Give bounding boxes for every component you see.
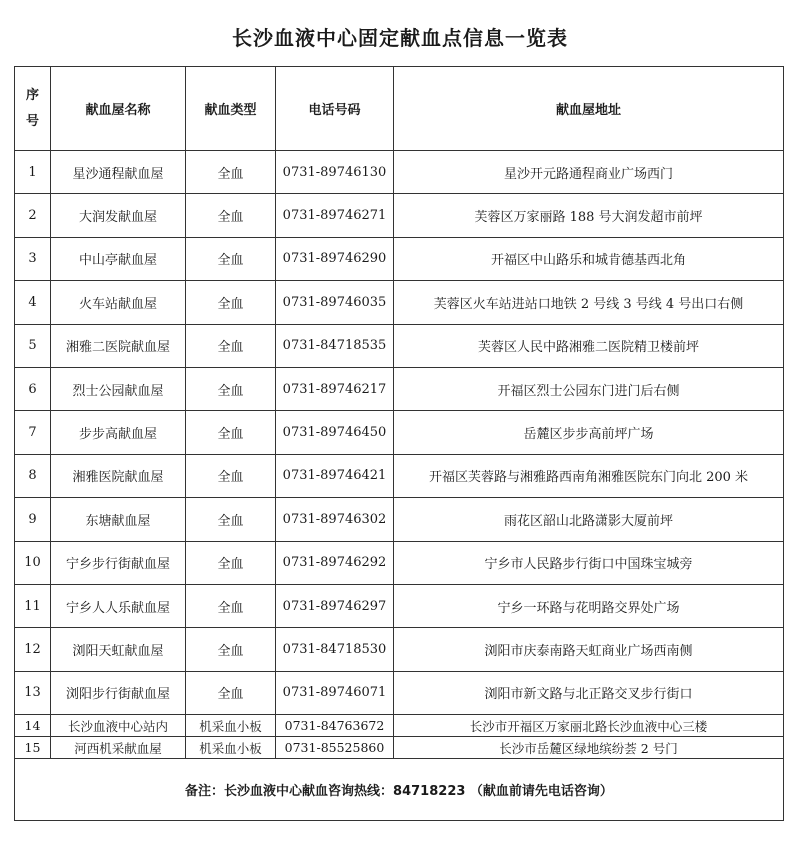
donation-type: 机采血小板 xyxy=(186,715,276,737)
header-seq xyxy=(15,67,51,151)
site-address: 芙蓉区人民中路湘雅二医院精卫楼前坪 xyxy=(394,324,784,367)
site-address: 开福区中山路乐和城肯德基西北角 xyxy=(394,237,784,280)
site-address: 长沙市岳麓区绿地缤纷荟 2 号门 xyxy=(394,737,784,759)
phone-number: 0731-89746035 xyxy=(276,281,394,324)
site-name: 湘雅医院献血屋 xyxy=(51,454,186,497)
site-address: 浏阳市新文路与北正路交叉步行街口 xyxy=(394,671,784,714)
table-row xyxy=(15,194,784,237)
site-address: 芙蓉区万家丽路 188 号大润发超市前坪 xyxy=(394,194,784,237)
table-row xyxy=(15,151,784,194)
site-address: 星沙开元路通程商业广场西门 xyxy=(394,151,784,194)
table-note-row xyxy=(15,759,784,821)
row-number: 10 xyxy=(15,541,51,584)
donation-type: 全血 xyxy=(186,194,276,237)
phone-number: 0731-89746071 xyxy=(276,671,394,714)
donation-type: 全血 xyxy=(186,411,276,454)
table-row xyxy=(15,737,784,759)
header-seq-top: 序 xyxy=(25,87,39,103)
row-number: 5 xyxy=(15,324,51,367)
donation-type: 全血 xyxy=(186,151,276,194)
donation-type: 全血 xyxy=(186,628,276,671)
phone-number: 0731-89746290 xyxy=(276,237,394,280)
site-name: 宁乡人人乐献血屋 xyxy=(51,584,186,627)
row-number: 14 xyxy=(15,715,51,737)
phone-number: 0731-89746130 xyxy=(276,151,394,194)
site-name: 中山亭献血屋 xyxy=(51,237,186,280)
table-row xyxy=(15,541,784,584)
site-name: 火车站献血屋 xyxy=(51,281,186,324)
table-row xyxy=(15,281,784,324)
donation-type: 全血 xyxy=(186,671,276,714)
table-row xyxy=(15,367,784,410)
phone-number: 0731-89746421 xyxy=(276,454,394,497)
row-number: 6 xyxy=(15,367,51,410)
row-number: 1 xyxy=(15,151,51,194)
header-name: 献血屋名称 xyxy=(51,67,186,151)
phone-number: 0731-84763672 xyxy=(276,715,394,737)
blood-donation-sites-table xyxy=(14,66,784,821)
table-header-row xyxy=(15,67,784,151)
site-name: 星沙通程献血屋 xyxy=(51,151,186,194)
table-row xyxy=(15,671,784,714)
site-name: 东塘献血屋 xyxy=(51,498,186,541)
site-name: 烈士公园献血屋 xyxy=(51,367,186,410)
site-name: 大润发献血屋 xyxy=(51,194,186,237)
phone-number: 0731-89746217 xyxy=(276,367,394,410)
header-address: 献血屋地址 xyxy=(394,67,784,151)
donation-type: 全血 xyxy=(186,498,276,541)
phone-number: 0731-89746450 xyxy=(276,411,394,454)
row-number: 13 xyxy=(15,671,51,714)
site-name: 浏阳天虹献血屋 xyxy=(51,628,186,671)
table-row xyxy=(15,715,784,737)
document-title: 长沙血液中心固定献血点信息一览表 xyxy=(232,26,568,50)
phone-number: 0731-85525860 xyxy=(276,737,394,759)
site-name: 步步高献血屋 xyxy=(51,411,186,454)
site-name: 湘雅二医院献血屋 xyxy=(51,324,186,367)
donation-type: 全血 xyxy=(186,454,276,497)
row-number: 11 xyxy=(15,584,51,627)
donation-type: 全血 xyxy=(186,281,276,324)
header-phone: 电话号码 xyxy=(276,67,394,151)
site-name: 宁乡步行街献血屋 xyxy=(51,541,186,584)
table-row xyxy=(15,584,784,627)
table-row xyxy=(15,237,784,280)
header-seq-bottom: 号 xyxy=(25,113,39,129)
row-number: 2 xyxy=(15,194,51,237)
header-type: 献血类型 xyxy=(186,67,276,151)
table-row xyxy=(15,411,784,454)
site-name: 河西机采献血屋 xyxy=(51,737,186,759)
site-address: 芙蓉区火车站进站口地铁 2 号线 3 号线 4 号出口右侧 xyxy=(394,281,784,324)
site-address: 宁乡一环路与花明路交界处广场 xyxy=(394,584,784,627)
site-address: 岳麓区步步高前坪广场 xyxy=(394,411,784,454)
row-number: 4 xyxy=(15,281,51,324)
site-address: 开福区烈士公园东门进门后右侧 xyxy=(394,367,784,410)
donation-type: 全血 xyxy=(186,367,276,410)
donation-type: 全血 xyxy=(186,541,276,584)
row-number: 15 xyxy=(15,737,51,759)
donation-type: 全血 xyxy=(186,584,276,627)
phone-number: 0731-84718535 xyxy=(276,324,394,367)
table-row xyxy=(15,628,784,671)
site-name: 浏阳步行街献血屋 xyxy=(51,671,186,714)
hotline-note: 备注：长沙血液中心献血咨询热线：84718223 （献血前请先电话咨询） xyxy=(15,759,784,821)
row-number: 3 xyxy=(15,237,51,280)
table-row xyxy=(15,324,784,367)
donation-type: 全血 xyxy=(186,324,276,367)
phone-number: 0731-89746271 xyxy=(276,194,394,237)
table-row xyxy=(15,454,784,497)
phone-number: 0731-84718530 xyxy=(276,628,394,671)
donation-type: 全血 xyxy=(186,237,276,280)
site-address: 浏阳市庆泰南路天虹商业广场西南侧 xyxy=(394,628,784,671)
row-number: 8 xyxy=(15,454,51,497)
site-name: 长沙血液中心站内 xyxy=(51,715,186,737)
phone-number: 0731-89746297 xyxy=(276,584,394,627)
table-row xyxy=(15,498,784,541)
row-number: 7 xyxy=(15,411,51,454)
site-address: 宁乡市人民路步行街口中国珠宝城旁 xyxy=(394,541,784,584)
row-number: 9 xyxy=(15,498,51,541)
site-address: 开福区芙蓉路与湘雅路西南角湘雅医院东门向北 200 米 xyxy=(394,454,784,497)
donation-type: 机采血小板 xyxy=(186,737,276,759)
phone-number: 0731-89746292 xyxy=(276,541,394,584)
row-number: 12 xyxy=(15,628,51,671)
phone-number: 0731-89746302 xyxy=(276,498,394,541)
site-address: 长沙市开福区万家丽北路长沙血液中心三楼 xyxy=(394,715,784,737)
site-address: 雨花区韶山北路潇影大厦前坪 xyxy=(394,498,784,541)
